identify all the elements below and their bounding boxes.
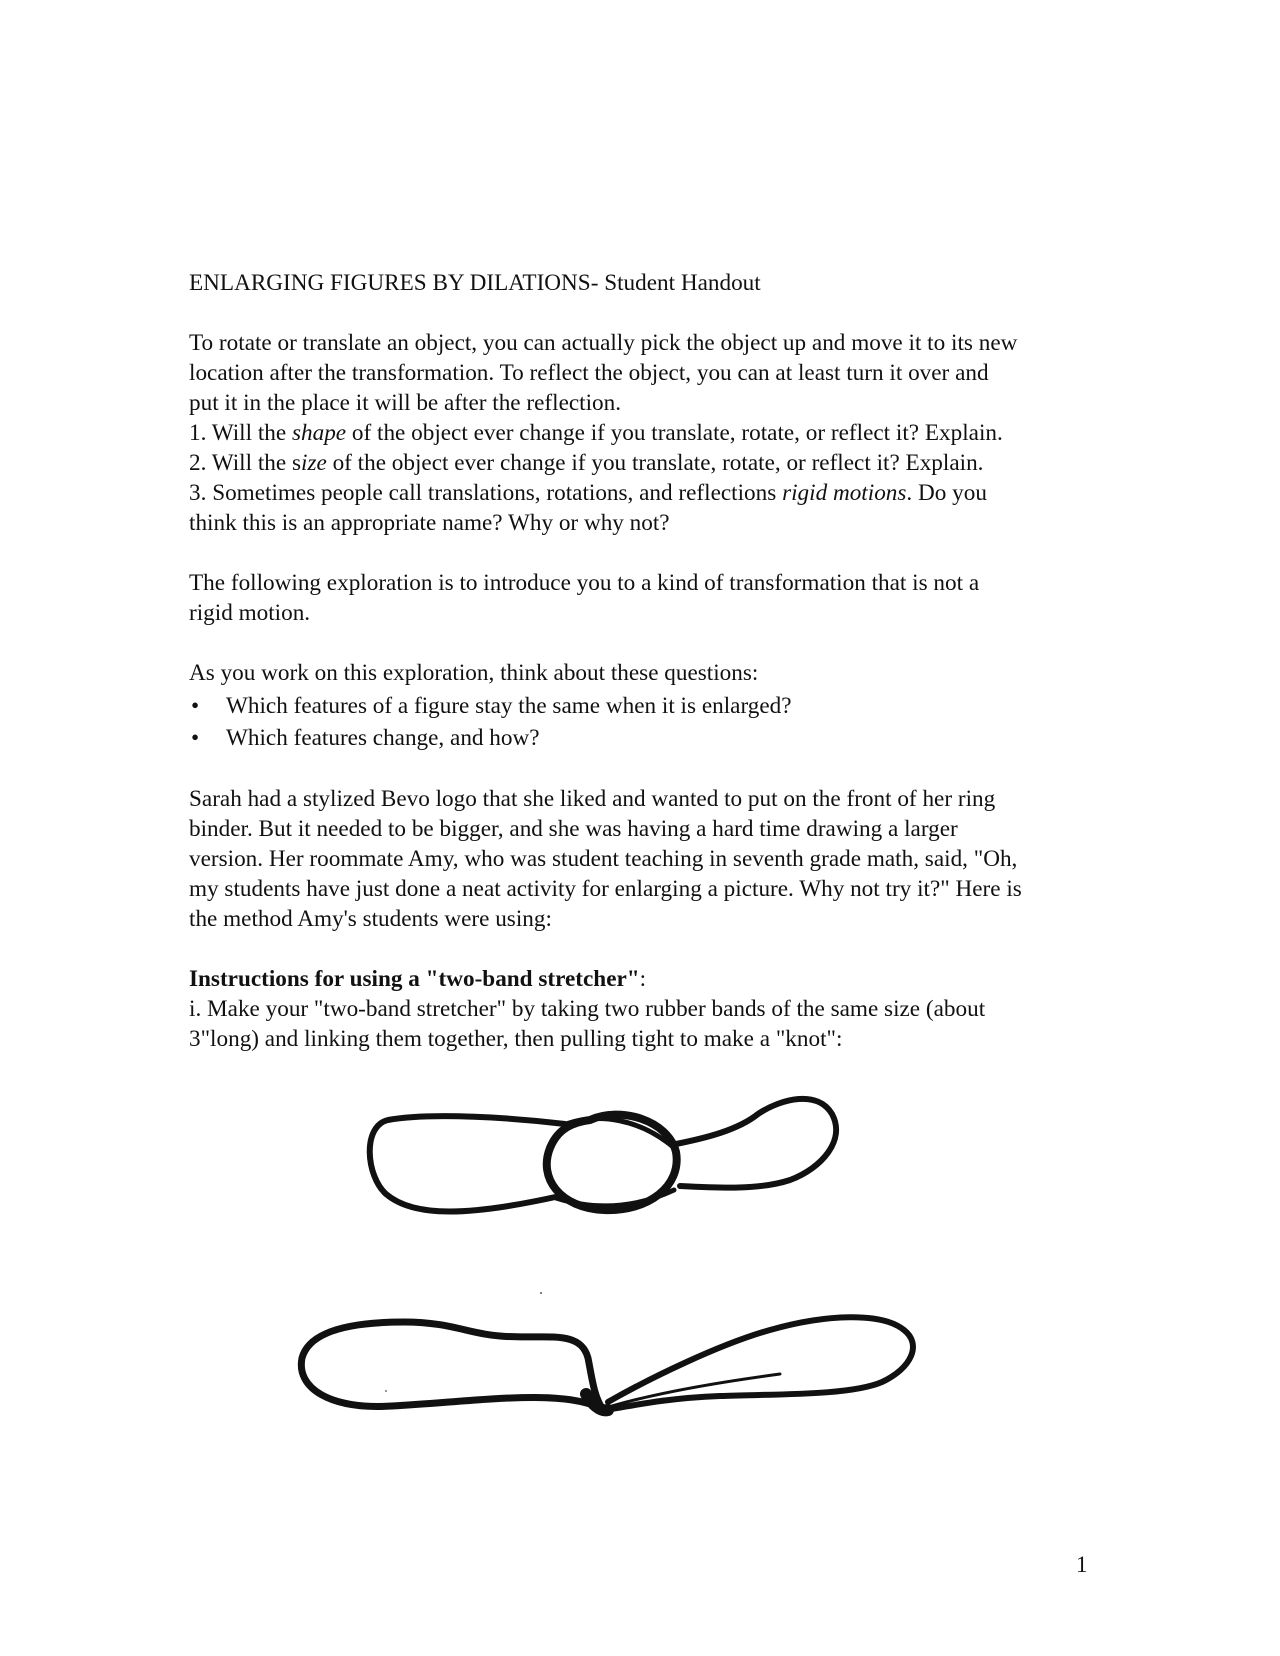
bullet-item: [189, 722, 1099, 754]
question-2-end: of the object ever change if you translate, rotate, or reflect it? Explain.: [326, 450, 984, 476]
question-3: [189, 478, 1099, 508]
document-title: ENLARGING FIGURES BY DILATIONS- Student Handout: [189, 270, 761, 296]
story-line-5: the method Amy's students were using:: [189, 906, 552, 932]
speck-mark: [540, 1292, 542, 1294]
intro-line-1: To rotate or translate an object, you can actually pick the object up and move it to its new: [189, 330, 1018, 356]
question-3-line-2: think this is an appropriate name? Why or why not?: [189, 510, 670, 536]
question-1: [189, 418, 1099, 448]
bullet-text: Which features change, and how?: [226, 725, 540, 751]
top-center-knot: [547, 1115, 677, 1211]
question-1-emphasis: shape: [291, 420, 347, 446]
bottom-right-band-lower: [612, 1374, 780, 1406]
bullet-text: Which features of a figure stay the same when it is enlarged?: [226, 693, 792, 719]
story-line-2: binder. But it needed to be bigger, and she was having a hard time drawing a larger: [189, 816, 958, 842]
top-knot-lower-strand: [556, 1190, 674, 1206]
intro-line-2: location after the transformation. To reflect the object, you can at least turn it over and: [189, 360, 989, 386]
page-number: 1: [1076, 1552, 1088, 1577]
spacer: [189, 298, 1099, 328]
instructions-heading-colon: :: [639, 966, 647, 992]
question-2-emphasis: ize: [301, 450, 327, 476]
bottom-left-band: [301, 1322, 602, 1408]
intro-line-3: put it in the place it will be after the reflection.: [189, 390, 622, 416]
story-line-4: my students have just done a neat activity for enlarging a picture. Why not try it?" Here is: [189, 876, 1022, 902]
exploration-line-1: The following exploration is to introduce you to a kind of transformation that is not a: [189, 570, 980, 596]
question-1-end: of the object ever change if you translate, rotate, or reflect it? Explain.: [346, 420, 1003, 446]
spacer: [189, 538, 1099, 568]
bullet-dot: •: [191, 693, 200, 719]
instructions-heading: [189, 964, 1099, 994]
page-content: [189, 268, 1099, 1054]
step-1-line-1: i. Make your "two-band stretcher" by taking two rubber bands of the same size (about: [189, 996, 986, 1022]
top-right-band: [676, 1099, 836, 1188]
question-3-end: . Do you: [906, 480, 987, 506]
spacer: [189, 934, 1099, 964]
step-1-line-2: 3"long) and linking them together, then pulling tight to make a "knot":: [189, 1026, 843, 1052]
top-knot-upper-strand: [566, 1119, 672, 1146]
question-2: [189, 448, 1099, 478]
question-2-start: 2. Will the s: [189, 450, 301, 476]
speck-mark: [385, 1390, 387, 1392]
bullet-dot: •: [191, 725, 200, 751]
exploration-line-2: rigid motion.: [189, 600, 311, 626]
question-3-start: 3. Sometimes people call translations, rotations, and reflections: [189, 480, 783, 506]
instructions-heading-text: Instructions for using a "two-band stretcher": [189, 966, 640, 992]
spacer: [189, 754, 1099, 784]
think-about-lead: As you work on this exploration, think about these questions:: [189, 660, 759, 686]
spacer: [189, 628, 1099, 658]
top-left-band: [370, 1116, 565, 1211]
question-3-emphasis: rigid motions: [782, 480, 907, 506]
bullet-item: [189, 690, 1099, 722]
question-1-start: 1. Will the: [189, 420, 292, 446]
story-line-3: version. Her roommate Amy, who was student teaching in seventh grade math, said, "Oh,: [189, 846, 1018, 872]
question-bullet-list: [189, 690, 1099, 754]
bottom-right-band-upper: [606, 1317, 913, 1410]
story-line-1: Sarah had a stylized Bevo logo that she liked and wanted to put on the front of her ring: [189, 786, 996, 812]
bottom-knot: [586, 1394, 608, 1410]
